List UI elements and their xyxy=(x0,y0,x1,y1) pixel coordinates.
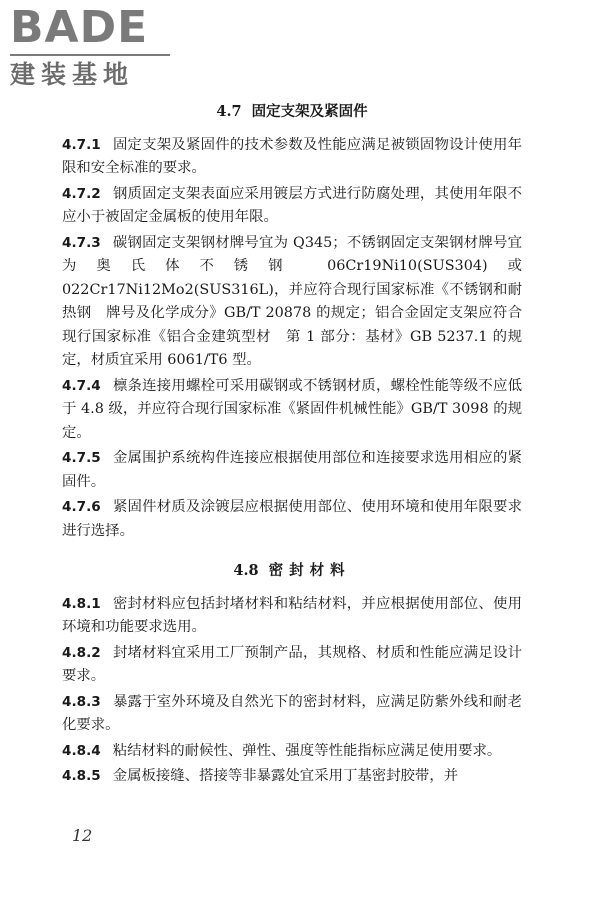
section-number: 4.7 xyxy=(216,103,242,120)
section-number: 4.8 xyxy=(233,562,259,579)
clause-text: 粘结材料的耐候性、弹性、强度等性能指标应满足使用要求。 xyxy=(112,742,502,759)
clause-text: 碳钢固定支架钢材牌号宜为 Q345；不锈钢固定支架钢材牌号宜为奥氏体不锈钢 06Cr19Ni10(SUS304)或 022Cr17Ni12Mo2(SUS316L)，并应符合现行国家标准《不锈钢和耐热钢 牌号及化学成分》GB/T 20878 的规定；铝合金固定支架应符合现行国家标准《铝合金建筑型材 第 1 部分：基材》GB 5237.1 的规定，材质宜采用 6061/T6 型。 xyxy=(62,234,522,368)
clause-number: 4.7.3 xyxy=(62,234,101,251)
clause-4-7-2 xyxy=(62,183,522,230)
clause-number: 4.7.2 xyxy=(62,185,101,202)
clause-number: 4.8.4 xyxy=(62,742,101,759)
clause-text: 檩条连接用螺栓可采用碳钢或不锈钢材质，螺栓性能等级不应低于 4.8 级，并应符合现行国家标准《紧固件机械性能》GB/T 3098 的规定。 xyxy=(62,377,522,441)
clause-number: 4.7.4 xyxy=(62,377,101,394)
document-body xyxy=(62,96,522,791)
clause-number: 4.8.2 xyxy=(62,644,101,661)
section-heading-4-7 xyxy=(62,100,522,124)
page-number: 12 xyxy=(72,826,93,845)
logo-brand: BADE xyxy=(10,2,149,53)
section-title: 密封材料 xyxy=(268,562,351,579)
logo-subtitle: 建装基地 xyxy=(10,60,135,89)
section-gap xyxy=(62,545,522,555)
clause-number: 4.8.3 xyxy=(62,693,101,710)
clause-text: 暴露于室外环境及自然光下的密封材料，应满足防紫外线和耐老化要求。 xyxy=(62,693,522,733)
clause-text: 密封材料应包括封堵材料和粘结材料，并应根据使用部位、使用环境和功能要求选用。 xyxy=(62,595,522,635)
clause-text: 固定支架及紧固件的技术参数及性能应满足被锁固物设计使用年限和安全标准的要求。 xyxy=(62,136,522,176)
clause-text: 封堵材料宜采用工厂预制产品，其规格、材质和性能应满足设计要求。 xyxy=(62,644,522,684)
clause-4-8-5 xyxy=(62,765,522,789)
clause-4-8-1 xyxy=(62,593,522,640)
clause-text: 金属围护系统构件连接应根据使用部位和连接要求选用相应的紧固件。 xyxy=(62,450,522,490)
section-title: 固定支架及紧固件 xyxy=(251,103,368,120)
section-heading-4-8 xyxy=(62,559,522,583)
clause-number: 4.8.5 xyxy=(62,768,101,784)
clause-text: 钢质固定支架表面应采用镀层方式进行防腐处理，其使用年限不应小于被固定金属板的使用年限。 xyxy=(62,185,522,225)
clause-4-7-1 xyxy=(62,134,522,181)
clause-4-8-2 xyxy=(62,642,522,689)
brand-logo xyxy=(10,4,180,94)
clause-text: 金属板接缝、搭接等非暴露处宜采用丁基密封胶带，并 xyxy=(112,768,459,784)
clause-number: 4.8.1 xyxy=(62,595,101,612)
clause-number: 4.7.5 xyxy=(62,450,101,466)
clause-4-8-4 xyxy=(62,740,522,764)
clause-4-7-4 xyxy=(62,375,522,446)
clause-text: 紧固件材质及涂镀层应根据使用部位、使用环境和使用年限要求进行选择。 xyxy=(62,499,522,539)
clause-4-7-5 xyxy=(62,447,522,494)
clause-4-8-3 xyxy=(62,691,522,738)
clause-number: 4.7.6 xyxy=(62,499,101,515)
logo-divider xyxy=(10,54,170,56)
clause-4-7-3 xyxy=(62,232,522,373)
clause-number: 4.7.1 xyxy=(62,136,101,153)
clause-4-7-6 xyxy=(62,496,522,543)
